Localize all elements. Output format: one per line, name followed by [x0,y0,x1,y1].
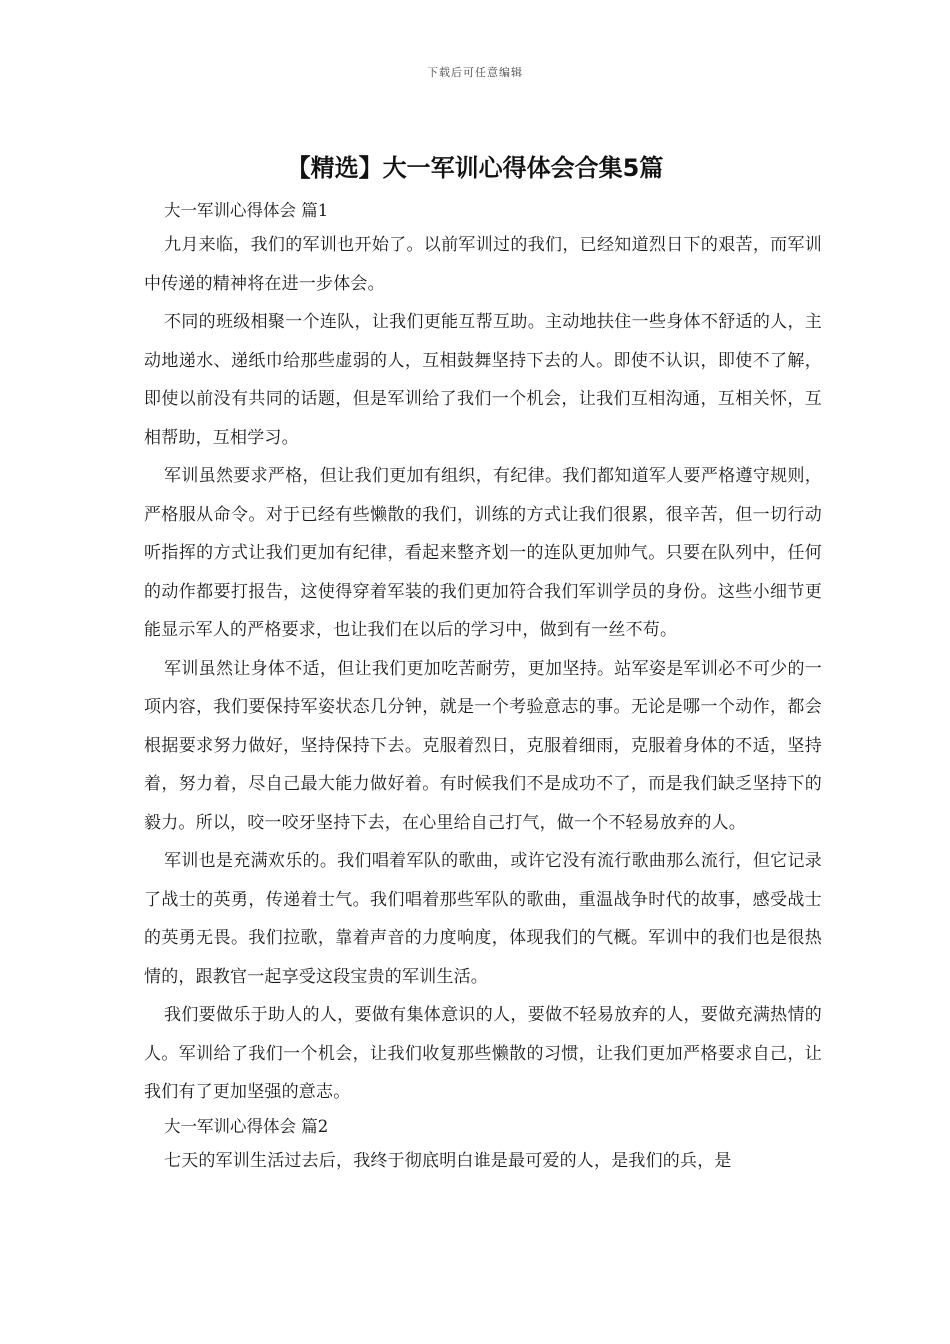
paragraph: 军训也是充满欢乐的。我们唱着军队的歌曲，或许它没有流行歌曲那么流行，但它记录了战士的英勇，传递着士气。我们唱着那些军队的歌曲，重温战争时代的故事，感受战士的英勇无畏。我们拉歌，靠着声音的力度响度，体现我们的气概。军训中的我们也是很热情的，跟教官一起享受这段宝贵的军训生活。 [144,851,822,987]
paragraph: 军训虽然让身体不适，但让我们更加吃苦耐劳，更加坚持。站军姿是军训必不可少的一项内容，我们要保持军姿状态几分钟，就是一个考验意志的事。无论是哪一个动作，都会根据要求努力做好，坚持保持下去。克服着烈日，克服着细雨，克服着身体的不适，坚持着，努力着，尽自己最大能力做好着。有时候我们不是成功不了，而是我们缺乏坚持下的毅力。所以，咬一咬牙坚持下去，在心里给自己打气，做一个不轻易放弃的人。 [144,658,822,833]
document-title: 【精选】大一军训心得体会合集5篇 [286,154,664,182]
paragraph: 军训虽然要求严格，但让我们更加有组织，有纪律。我们都知道军人要严格遵守规则，严格服从命令。对于已经有些懒散的我们，训练的方式让我们很累，很辛苦，但一切行动听指挥的方式让我们更加有纪律，看起来整齐划一的连队更加帅气。只要在队列中，任何的动作都要打报告，这使得穿着军装的我们更加符合我们军训学员的身份。这些小细节更能显示军人的严格要求，也让我们在以后的学习中，做到有一丝不苟。 [144,466,822,640]
paragraph: 九月来临，我们的军训也开始了。以前军训过的我们，已经知道烈日下的艰苦，而军训中传递的精神将在进一步体会。 [144,235,822,294]
paragraph: 七天的军训生活过去后，我终于彻底明白谁是最可爱的人，是我们的兵，是 [164,1150,732,1171]
section-heading: 大一军训心得体会 篇1 [164,201,329,220]
header-note: 下载后可任意编辑 [427,66,523,79]
section-heading: 大一军训心得体会 篇2 [164,1116,329,1136]
paragraph: 我们要做乐于助人的人，要做有集体意识的人，要做不轻易放弃的人，要做充满热情的人。军训给了我们一个机会，让我们收复那些懒散的习惯，让我们更加严格要求自己，让我们有了更加坚强的意志。 [144,1005,822,1102]
document-body [144,196,822,1180]
paragraph: 不同的班级相聚一个连队，让我们更能互帮互助。主动地扶住一些身体不舒适的人，主动地递水、递纸巾给那些虚弱的人，互相鼓舞坚持下去的人。即使不认识，即使不了解，即使以前没有共同的话题，但是军训给了我们一个机会，让我们互相沟通，互相关怀，互相帮助，互相学习。 [144,312,822,448]
